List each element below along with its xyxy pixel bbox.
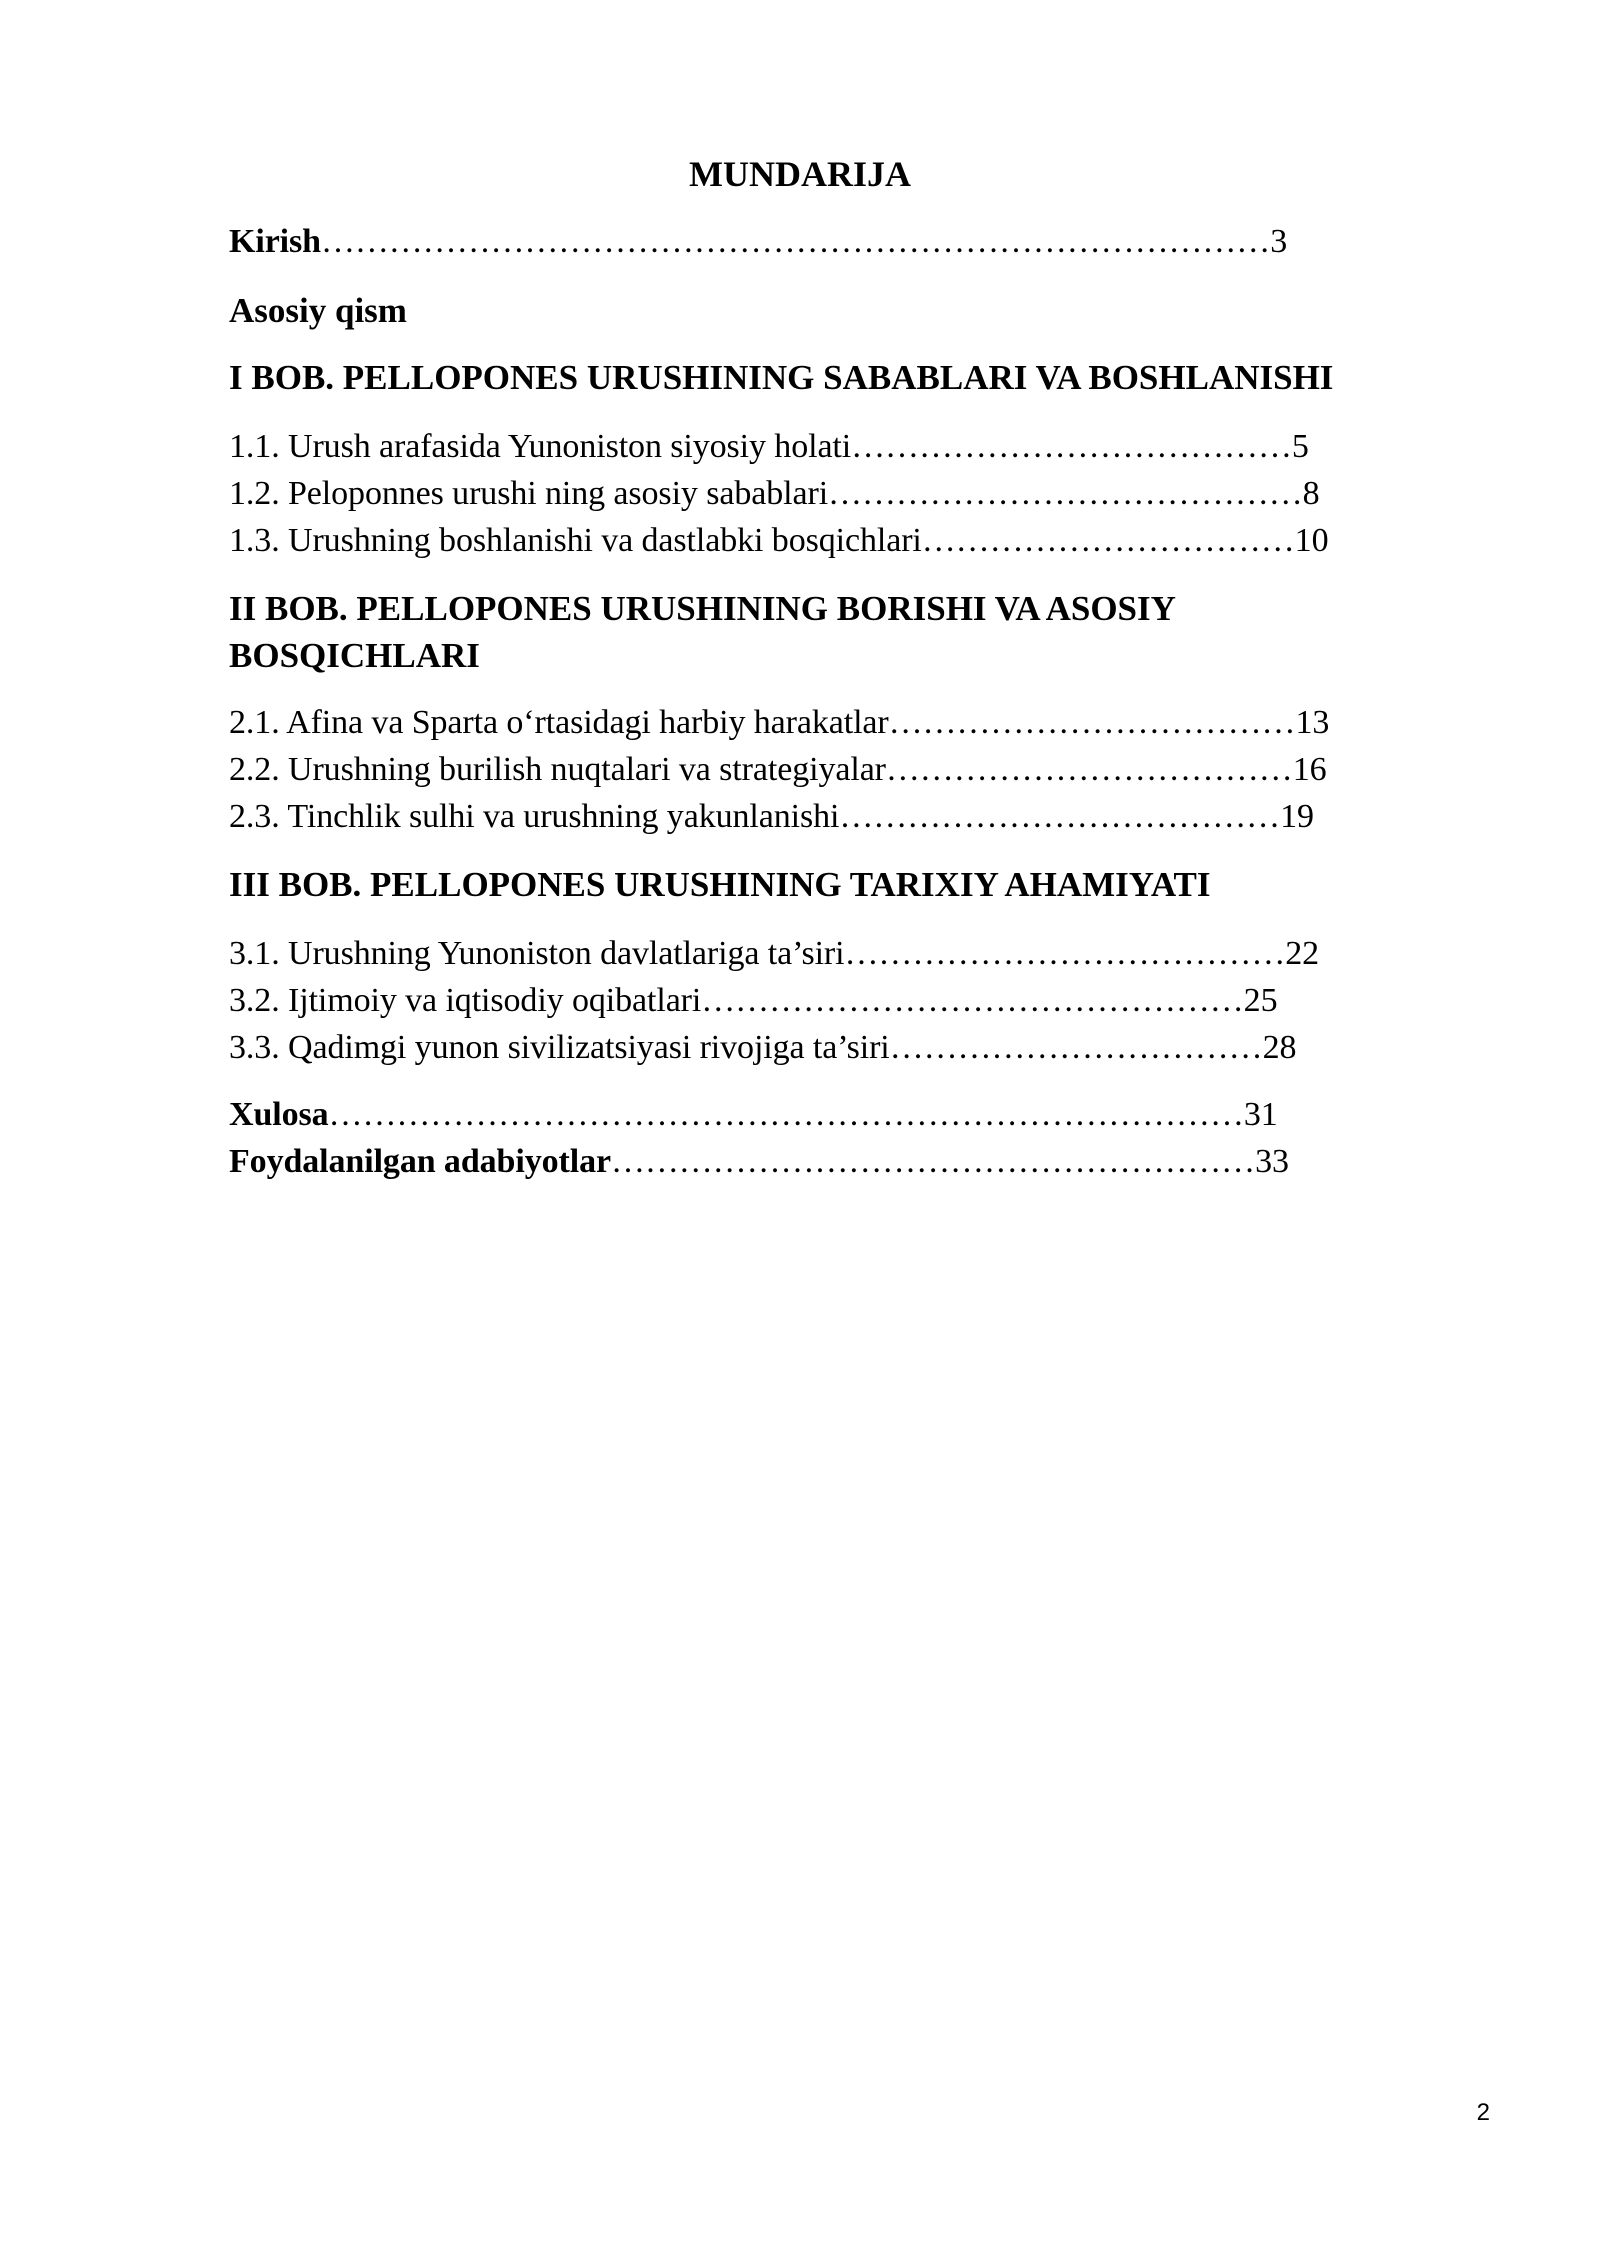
toc-leader-dots: ………………………………: [888, 704, 1296, 741]
toc-entry-1-3: [229, 519, 1328, 563]
toc-page-number: 33: [1255, 1143, 1289, 1180]
toc-entry-label: Xulosa: [229, 1096, 329, 1133]
toc-entry-label: 3.3. Qadimgi yunon sivilizatsiyasi rivojiga ta’siri: [229, 1029, 890, 1066]
toc-page-number: 31: [1243, 1096, 1278, 1133]
toc-entry-2-1: [229, 701, 1329, 745]
toc-entry-xulosa: [229, 1093, 1278, 1137]
toc-page-number: 13: [1295, 704, 1330, 741]
page-number: 2: [1476, 2099, 1490, 2126]
toc-leader-dots: ………………………………………………………………………: [328, 1096, 1244, 1133]
toc-entry-label: Kirish: [229, 223, 321, 260]
toc-page-number: 8: [1302, 475, 1320, 512]
toc-entry-kirish: [229, 220, 1287, 264]
toc-entry-1-1: [229, 425, 1309, 469]
chapter-heading-2-line1: II BOB. PELLOPONES URUSHINING BORISHI VA ASOSIY: [229, 589, 1176, 628]
toc-entry-label: 2.2. Urushning burilish nuqtalari va strategiyalar: [229, 751, 886, 788]
toc-page-number: 28: [1262, 1029, 1297, 1066]
toc-entry-label: 2.1. Afina va Sparta o‘rtasidagi harbiy harakatlar: [229, 704, 889, 741]
toc-page-number: 5: [1291, 428, 1309, 465]
toc-page-number: 19: [1280, 798, 1314, 835]
toc-entry-2-2: [229, 748, 1327, 792]
toc-page-number: 10: [1294, 522, 1329, 559]
toc-leader-dots: …………………………………………………: [610, 1143, 1256, 1180]
toc-entry-label: 1.1. Urush arafasida Yunoniston siyosiy holati: [229, 428, 852, 465]
toc-leader-dots: ……………………………………: [828, 475, 1303, 512]
chapter-heading-3: III BOB. PELLOPONES URUSHINING TARIXIY AHAMIYATI: [229, 865, 1211, 904]
chapter-heading-2-line2: BOSQICHLARI: [229, 636, 480, 675]
toc-leader-dots: …………………………………: [844, 935, 1286, 972]
toc-entry-label: 2.3. Tinchlik sulhi va urushning yakunlanishi: [229, 798, 840, 835]
toc-leader-dots: ……………………………: [921, 522, 1295, 559]
toc-title: MUNDARIJA: [689, 154, 911, 194]
toc-entry-adabiyotlar: [229, 1140, 1289, 1184]
toc-page-number: 3: [1270, 223, 1288, 260]
toc-leader-dots: …………………………………: [851, 428, 1292, 465]
toc-entry-label: Foydalanilgan adabiyotlar: [229, 1143, 611, 1180]
toc-leader-dots: …………………………………………: [701, 982, 1244, 1019]
chapter-heading-1: I BOB. PELLOPONES URUSHINING SABABLARI VA BOSHLANISHI: [229, 358, 1334, 397]
section-heading-asosiy-qism: Asosiy qism: [229, 291, 407, 330]
toc-entry-3-1: [229, 932, 1319, 976]
toc-entry-2-3: [229, 795, 1314, 839]
toc-page-number: 22: [1285, 935, 1320, 972]
toc-leader-dots: …………………………………………………………………………: [320, 223, 1271, 260]
toc-leader-dots: …………………………………: [839, 798, 1281, 835]
toc-page-number: 25: [1243, 982, 1278, 1019]
toc-entry-label: 3.1. Urushning Yunoniston davlatlariga ta’siri: [229, 935, 845, 972]
toc-page-number: 16: [1292, 751, 1327, 788]
toc-leader-dots: ……………………………: [889, 1029, 1263, 1066]
toc-entry-1-2: [229, 472, 1320, 516]
toc-entry-label: 3.2. Ijtimoiy va iqtisodiy oqibatlari: [229, 982, 702, 1019]
toc-entry-label: 1.3. Urushning boshlanishi va dastlabki bosqichlari: [229, 522, 922, 559]
toc-leader-dots: ………………………………: [885, 751, 1293, 788]
toc-entry-3-3: [229, 1026, 1296, 1070]
toc-entry-3-2: [229, 979, 1277, 1023]
toc-entry-label: 1.2. Peloponnes urushi ning asosiy sabablari: [229, 475, 829, 512]
